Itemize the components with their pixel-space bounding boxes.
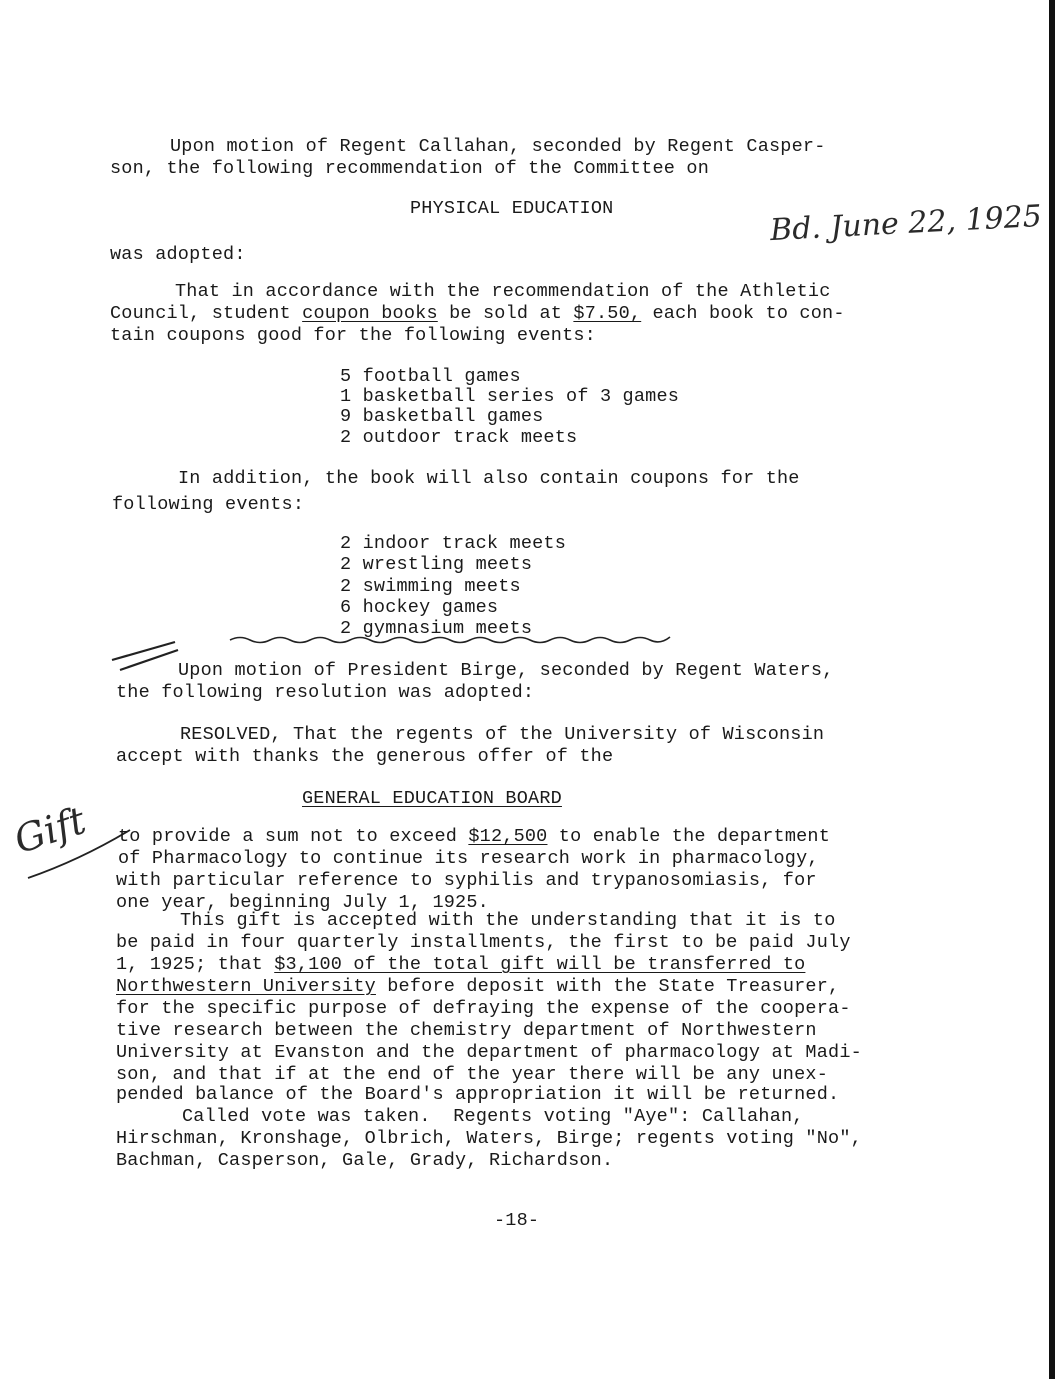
transfer-amount-underlined: $3,100 of the total gift will be transferred to xyxy=(274,954,806,975)
list-item: 2 outdoor track meets xyxy=(340,427,578,448)
vote-line1: Called vote was taken. Regents voting "Aye": Callahan, xyxy=(182,1106,804,1127)
general-education-board-heading: GENERAL EDUCATION BOARD xyxy=(302,788,562,809)
board-body-line1 xyxy=(118,826,830,847)
section1-intro-line1: Upon motion of Regent Callahan, seconded by Regent Casper- xyxy=(170,136,826,157)
para-line2-part-c: each book to con- xyxy=(641,303,845,324)
gift-line3 xyxy=(116,954,805,975)
list-item: 2 swimming meets xyxy=(340,576,521,597)
addition-line1: In addition, the book will also contain coupons for the xyxy=(178,468,800,489)
handwritten-margin-note: Gift xyxy=(8,797,91,863)
resolved-line1: RESOLVED, That the regents of the University of Wisconsin xyxy=(180,724,825,745)
gift-line8: son, and that if at the end of the year there will be any unex- xyxy=(116,1064,829,1085)
margin-swoosh-mark xyxy=(28,830,130,878)
section2-intro-line1: Upon motion of President Birge, seconded by Regent Waters, xyxy=(178,660,834,681)
gift-line5: for the specific purpose of defraying the expense of the coopera- xyxy=(116,998,851,1019)
para-line2-part-b: be sold at xyxy=(437,303,574,324)
board-body-line3: with particular reference to syphilis and trypanosomiasis, for xyxy=(116,870,817,891)
list-item: 2 gymnasium meets xyxy=(340,618,533,639)
gift-line4 xyxy=(116,976,839,997)
list-item: 6 hockey games xyxy=(340,597,499,618)
gift-line2: be paid in four quarterly installments, the first to be paid July xyxy=(116,932,851,953)
northwestern-underlined: Northwestern University xyxy=(116,976,376,997)
board-body-line4: one year, beginning July 1, 1925. xyxy=(116,892,489,913)
gift-line4-part-b: before deposit with the State Treasurer, xyxy=(375,976,840,997)
list-item: 2 indoor track meets xyxy=(340,533,567,554)
gift-line6: tive research between the chemistry department of Northwestern xyxy=(116,1020,817,1041)
board-body-line2: of Pharmacology to continue its research work in pharmacology, xyxy=(118,848,819,869)
section1-intro-line2: son, the following recommendation of the Committee on xyxy=(110,158,709,179)
gift-line7: University at Evanston and the department of pharmacology at Madi- xyxy=(116,1042,862,1063)
physical-education-heading: PHYSICAL EDUCATION xyxy=(410,198,614,219)
amount-underlined: $12,500 xyxy=(468,826,548,847)
gift-line3-part-a: 1, 1925; that xyxy=(116,954,275,975)
resolved-line2: accept with thanks the generous offer of the xyxy=(116,746,614,767)
section2-intro-line2: the following resolution was adopted: xyxy=(116,682,535,703)
gift-line1: This gift is accepted with the understanding that it is to xyxy=(180,910,836,931)
handwritten-date-note: Bd. June 22, 1925 xyxy=(769,198,1043,249)
section1-para-line3: tain coupons good for the following events: xyxy=(110,325,596,346)
gift-line9: pended balance of the Board's appropriation it will be returned. xyxy=(116,1084,840,1105)
price-underlined: $7.50, xyxy=(573,303,642,324)
list-item: 1 basketball series of 3 games xyxy=(340,386,680,407)
vote-line3: Bachman, Casperson, Gale, Grady, Richardson. xyxy=(116,1150,614,1171)
coupon-books-underlined: coupon books xyxy=(302,303,438,324)
slash-mark xyxy=(112,642,178,670)
section1-para-line2 xyxy=(110,303,845,324)
list-item: 9 basketball games xyxy=(340,406,544,427)
addition-line2: following events: xyxy=(112,494,305,515)
vote-line2: Hirschman, Kronshage, Olbrich, Waters, Birge; regents voting "No", xyxy=(116,1128,862,1149)
list-item: 2 wrestling meets xyxy=(340,554,533,575)
section1-para-line1: That in accordance with the recommendation of the Athletic xyxy=(175,281,831,302)
para-line2-part-a: Council, student xyxy=(110,303,303,324)
list-item: 5 football games xyxy=(340,366,521,387)
was-adopted-text: was adopted: xyxy=(110,244,246,265)
body-line1-part-b: to enable the department xyxy=(547,826,831,847)
body-line1-part-a: to provide a sum not to exceed xyxy=(118,826,469,847)
page-number: -18- xyxy=(494,1210,540,1231)
